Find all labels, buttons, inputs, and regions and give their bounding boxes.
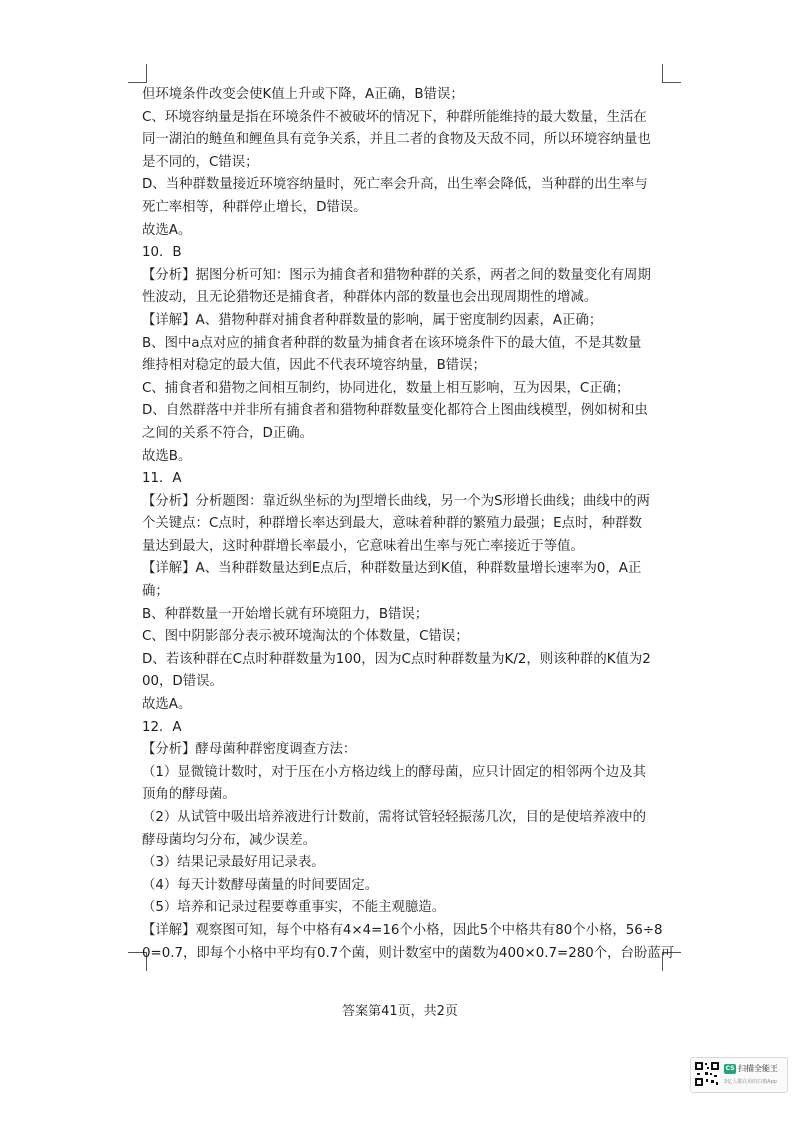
- text-line: 故选A。: [142, 697, 192, 713]
- text-line: B、种群数量一开始增长就有环境阻力，B错误；: [142, 606, 429, 622]
- text-line: B、图中a点对应的捕食者种群的数量为捕食者在该环境条件下的最大值，不是其数量: [142, 335, 642, 351]
- text-line: 同一湖泊的鲢鱼和鲤鱼具有竞争关系，并且二者的食物及天敌不同，所以环境容纳量也: [142, 132, 651, 148]
- crop-mark-top-right: [662, 64, 681, 83]
- text-line: 11．A: [142, 471, 182, 487]
- text-line: 【详解】观察图可知，每个中格有4×4=16个小格，因此5个中格共有80个小格，56÷8: [142, 922, 663, 938]
- text-line: 量达到最大，这时种群增长率最小，它意味着出生率与死亡率接近于等值。: [142, 538, 584, 554]
- text-line: （4）每天计数酵母菌量的时间要固定。: [142, 877, 379, 893]
- text-line: 【详解】A、当种群数量达到E点后，种群数量达到K值，种群数量增长速率为0，A正: [142, 561, 642, 577]
- text-line: （2）从试管中吸出培养液进行计数前，需将试管轻轻振荡几次，目的是使培养液中的: [142, 810, 646, 825]
- text-line: 故选A。: [142, 222, 192, 238]
- text-line: C、图中阴影部分表示被环境淘汰的个体数量，C错误；: [142, 629, 469, 645]
- text-line: C、环境容纳量是指在环境条件不被破坏的情况下，种群所能维持的最大数量，生活在: [142, 109, 647, 125]
- camscanner-logo-icon: CS: [725, 1065, 735, 1072]
- text-line: （5）培养和记录过程要尊重事实，不能主观臆造。: [142, 900, 446, 916]
- text-line: 确；: [142, 584, 169, 600]
- text-line: 死亡率相等，种群停止增长，D错误。: [142, 199, 367, 215]
- text-line: 维持相对稳定的最大值，因此不代表环境容纳量，B错误；: [142, 358, 486, 374]
- answer-text-body: [142, 84, 675, 965]
- watermark-subtitle: 3亿人都在用的扫描App: [724, 1079, 777, 1085]
- watermark-title: 扫描全能王: [738, 1064, 778, 1073]
- text-line: 顶角的酵母菌。: [142, 787, 236, 803]
- text-line: （3）结果记录最好用记录表。: [142, 855, 325, 871]
- text-line: （1）显微镜计数时，对于压在小方格边线上的酵母菌，应只计固定的相邻两个边及其: [142, 764, 646, 780]
- text-line: 但环境条件改变会使K值上升或下降，A正确，B错误；: [142, 87, 464, 102]
- text-line: D、自然群落中并非所有捕食者和猎物种群数量变化都符合上图曲线模型，例如树和虫: [142, 403, 648, 419]
- text-line: 10．B: [142, 245, 182, 261]
- qr-code-icon: [694, 1061, 720, 1087]
- text-line: 【分析】据图分析可知：图示为捕食者和猎物种群的关系，两者之间的数量变化有周期: [142, 267, 651, 283]
- text-line: 之间的关系不符合，D正确。: [142, 425, 313, 441]
- text-line: 是不同的，C错误；: [142, 154, 259, 170]
- scanner-watermark-badge: [690, 1057, 788, 1093]
- text-line: 个关键点：C点时，种群增长率达到最大，意味着种群的繁殖力最强；E点时，种群数: [142, 516, 642, 532]
- text-line: 12．A: [142, 719, 182, 735]
- text-line: 故选B。: [142, 448, 192, 464]
- text-line: 酵母菌均匀分布，减少误差。: [142, 832, 317, 848]
- text-line: D、当种群数量接近环境容纳量时，死亡率会升高，出生率会降低，当种群的出生率与: [142, 177, 648, 193]
- crop-mark-top-left: [128, 64, 147, 83]
- text-line: 0=0.7，即每个小格中平均有0.7个菌，则计数室中的菌数为400×0.7=280个，台盼蓝可: [142, 945, 675, 961]
- text-line: C、捕食者和猎物之间相互制约，协同进化，数量上相互影响，互为因果，C正确；: [142, 380, 630, 396]
- text-line: 【详解】A、猎物种群对捕食者种群数量的影响，属于密度制约因素，A正确；: [142, 312, 603, 328]
- text-line: D、若该种群在C点时种群数量为100，因为C点时种群数量为K/2，则该种群的K值为2: [142, 651, 651, 667]
- text-line: 00，D错误。: [142, 674, 223, 690]
- page-footer: 答案第41页，共2页: [342, 1004, 458, 1019]
- text-line: 性波动，且无论猎物还是捕食者，种群体内部的数量也会出现周期性的增减。: [142, 290, 598, 306]
- text-line: 【分析】分析题图：靠近纵坐标的为J型增长曲线，另一个为S形增长曲线；曲线中的两: [142, 493, 650, 509]
- text-line: 【分析】酵母菌种群密度调查方法：: [142, 742, 357, 758]
